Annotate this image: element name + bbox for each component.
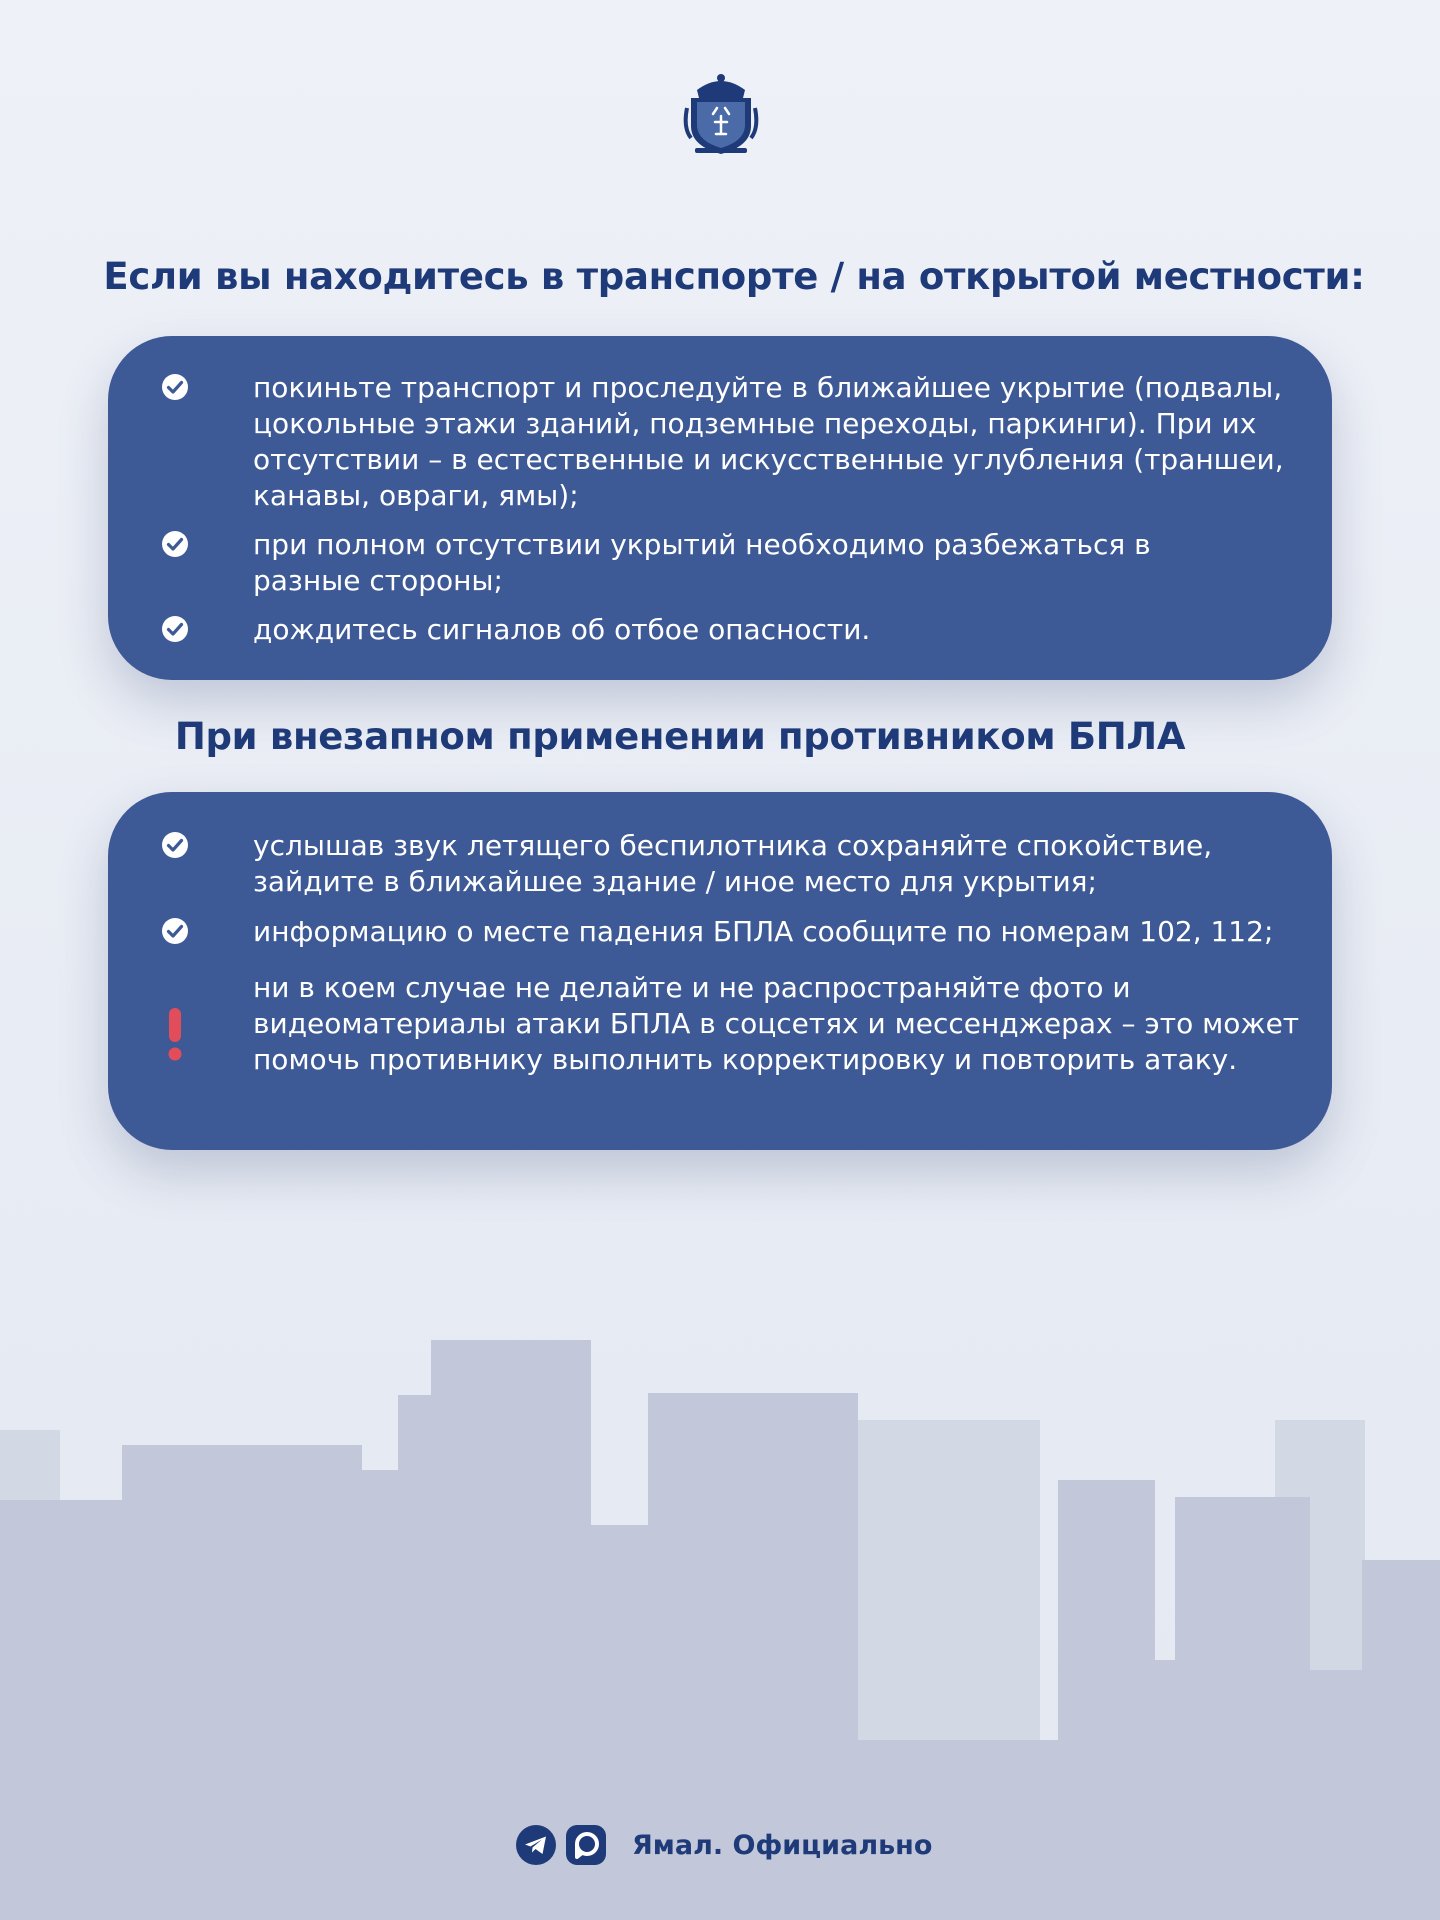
section1-card bbox=[108, 336, 1332, 680]
section2-card bbox=[108, 792, 1332, 1150]
footer bbox=[515, 1824, 975, 1868]
check-circle-icon bbox=[160, 529, 190, 559]
list-item-text: информацию о месте падения БПЛА сообщите по номерам 102, 112; bbox=[253, 915, 1274, 948]
telegram-icon[interactable] bbox=[515, 1824, 557, 1870]
yamal-coat-of-arms-icon bbox=[683, 68, 759, 158]
list-item-text: при полном отсутствии укрытий необходимо разбежаться в разные стороны; bbox=[253, 528, 1151, 597]
check-circle-icon bbox=[160, 372, 190, 402]
list-item-text: дождитесь сигналов об отбое опасности. bbox=[253, 613, 871, 646]
section1-title: Если вы находитесь в транспорте / на открытой местности: bbox=[103, 255, 1365, 298]
check-circle-icon bbox=[160, 614, 190, 644]
list-item-text: услышав звук летящего беспилотника сохраняйте спокойствие, зайдите в ближайшее здание / иное место для укрытия; bbox=[253, 829, 1213, 898]
check-circle-icon bbox=[160, 916, 190, 946]
footer-label: Ямал. Официально bbox=[632, 1830, 933, 1861]
exclamation-icon bbox=[160, 1008, 190, 1062]
section2-title: При внезапном применении противником БПЛА bbox=[174, 715, 1186, 758]
max-messenger-icon[interactable] bbox=[565, 1824, 607, 1870]
check-circle-icon bbox=[160, 830, 190, 860]
warning-item-text: ни в коем случае не делайте и не распространяйте фото и видеоматериалы атаки БПЛА в соцсетях и мессенджерах – это может помочь противнику выполнить корректировку и повторить атаку. bbox=[253, 971, 1300, 1076]
list-item-text: покиньте транспорт и проследуйте в ближайшее укрытие (подвалы, цокольные этажи зданий, подземные переходы, паркинги). При их отсутствии – в естественные и искусственные углубления (траншеи, канавы, овраги, ямы); bbox=[253, 371, 1284, 512]
